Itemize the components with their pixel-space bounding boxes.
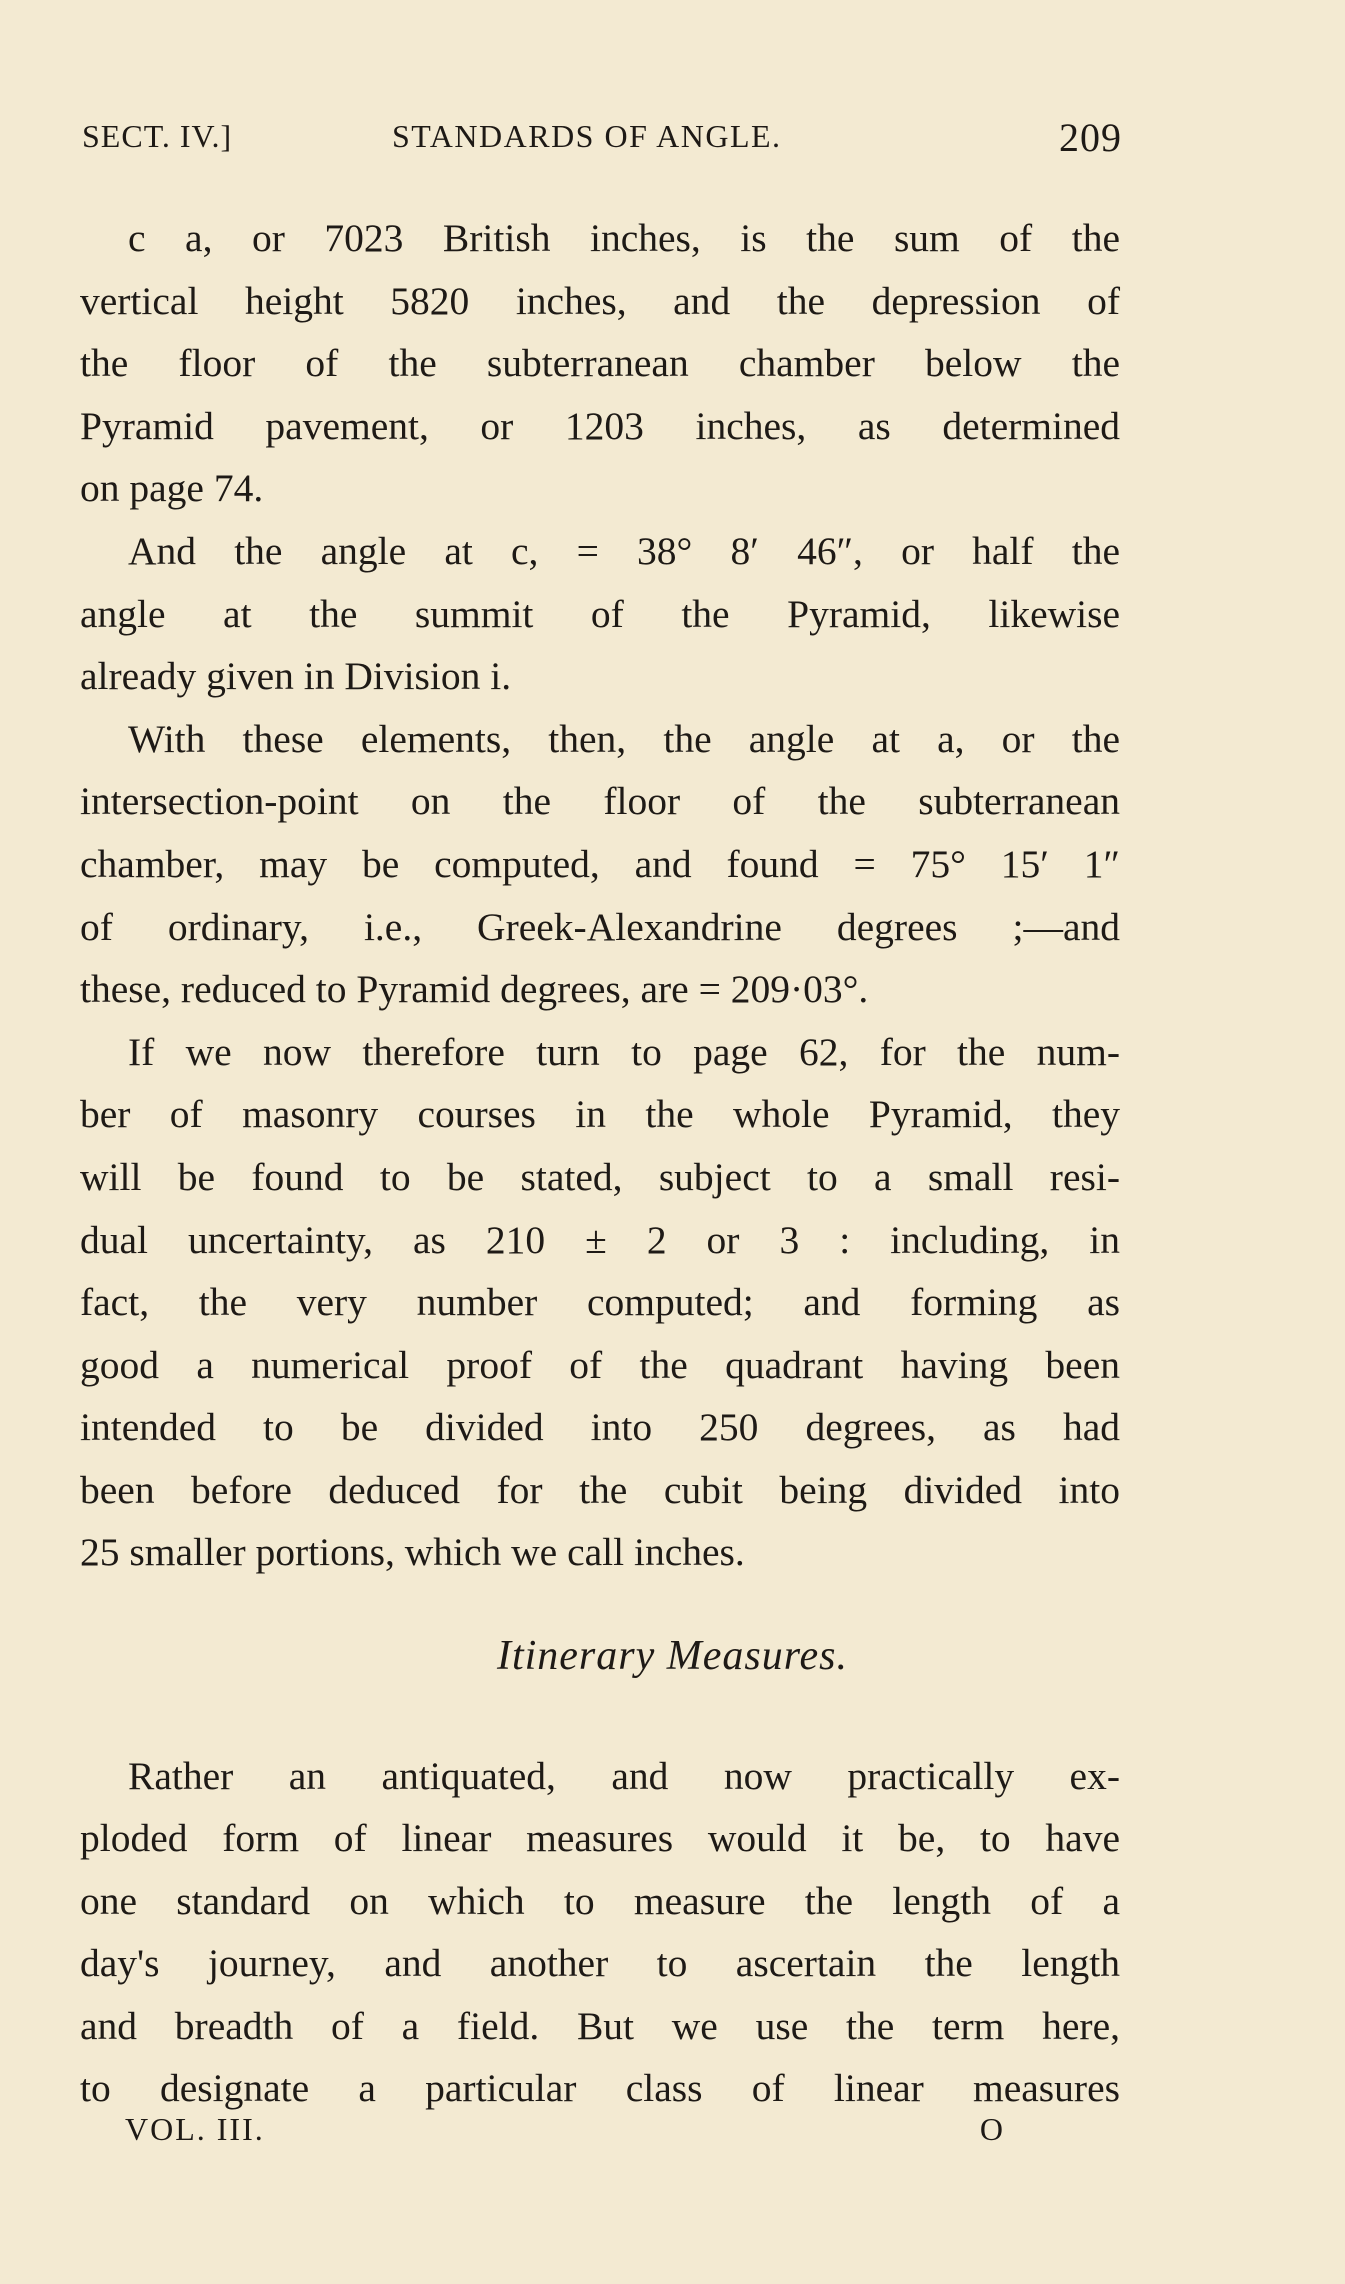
- signature-mark: O: [979, 2111, 1005, 2147]
- text-line: already given in Division i.: [80, 654, 512, 699]
- page-title: STANDARDS OF ANGLE.: [392, 118, 782, 154]
- text-line: and breadth of a field. But we use the term here,: [80, 2003, 1120, 2048]
- text-line: been before deduced for the cubit being divided into: [80, 1467, 1120, 1512]
- text-line: 25 smaller portions, which we call inches.: [80, 1530, 745, 1575]
- text-line: angle at the summit of the Pyramid, likewise: [80, 591, 1120, 636]
- paragraph: [80, 708, 1120, 1021]
- text-line: day's journey, and another to ascertain the length: [80, 1941, 1120, 1986]
- text-line: to designate a particular class of linear measures: [80, 2066, 1120, 2111]
- paragraph: [80, 1021, 1120, 1584]
- text-line: c a, or 7023 British inches, is the sum of the: [128, 216, 1120, 260]
- text-line: Rather an antiquated, and now practically ex-: [128, 1753, 1120, 1798]
- text-line: ber of masonry courses in the whole Pyramid, they: [80, 1092, 1120, 1137]
- running-head: [82, 115, 1122, 168]
- main-text: [80, 207, 1120, 1584]
- text-line: intersection-point on the floor of the subterranean: [80, 779, 1120, 824]
- text-line: of ordinary, i.e., Greek-Alexandrine degrees ;—and: [80, 904, 1120, 949]
- text-line: good a numerical proof of the quadrant having been: [80, 1342, 1120, 1387]
- text-line: ploded form of linear measures would it be, to have: [80, 1816, 1120, 1861]
- section-label: SECT. IV.]: [82, 118, 233, 154]
- text-line: With these elements, then, the angle at a, or the: [128, 716, 1120, 761]
- text-line: these, reduced to Pyramid degrees, are = 209·03°.: [80, 967, 869, 1012]
- text-line: vertical height 5820 inches, and the depression of: [80, 278, 1120, 323]
- text-line: intended to be divided into 250 degrees, as had: [80, 1405, 1120, 1450]
- text-line: on page 74.: [80, 466, 264, 511]
- text-line: Pyramid pavement, or 1203 inches, as determined: [80, 403, 1120, 448]
- text-line: the floor of the subterranean chamber below the: [80, 341, 1120, 386]
- paragraph: [80, 207, 1120, 520]
- text-line: will be found to be stated, subject to a small resi-: [80, 1154, 1120, 1199]
- text-line: chamber, may be computed, and found = 75° 15′ 1″: [80, 841, 1120, 886]
- paragraph: [80, 1745, 1120, 2121]
- text-line: fact, the very number computed; and forming as: [80, 1280, 1120, 1325]
- paragraph: [80, 520, 1120, 708]
- page-footer: [125, 2111, 1005, 2161]
- text-line: one standard on which to measure the length of a: [80, 1878, 1120, 1923]
- volume-label: VOL. III.: [125, 2111, 265, 2147]
- section-text: [80, 1705, 1120, 2160]
- text-line: And the angle at c, = 38° 8′ 46″, or half the: [128, 528, 1120, 573]
- text-line: dual uncertainty, as 210 ± 2 or 3 : including, in: [80, 1217, 1120, 1262]
- text-line: If we now therefore turn to page 62, for the num-: [128, 1029, 1120, 1074]
- page-number: 209: [1059, 115, 1122, 160]
- section-heading: Itinerary Measures.: [496, 1633, 849, 1679]
